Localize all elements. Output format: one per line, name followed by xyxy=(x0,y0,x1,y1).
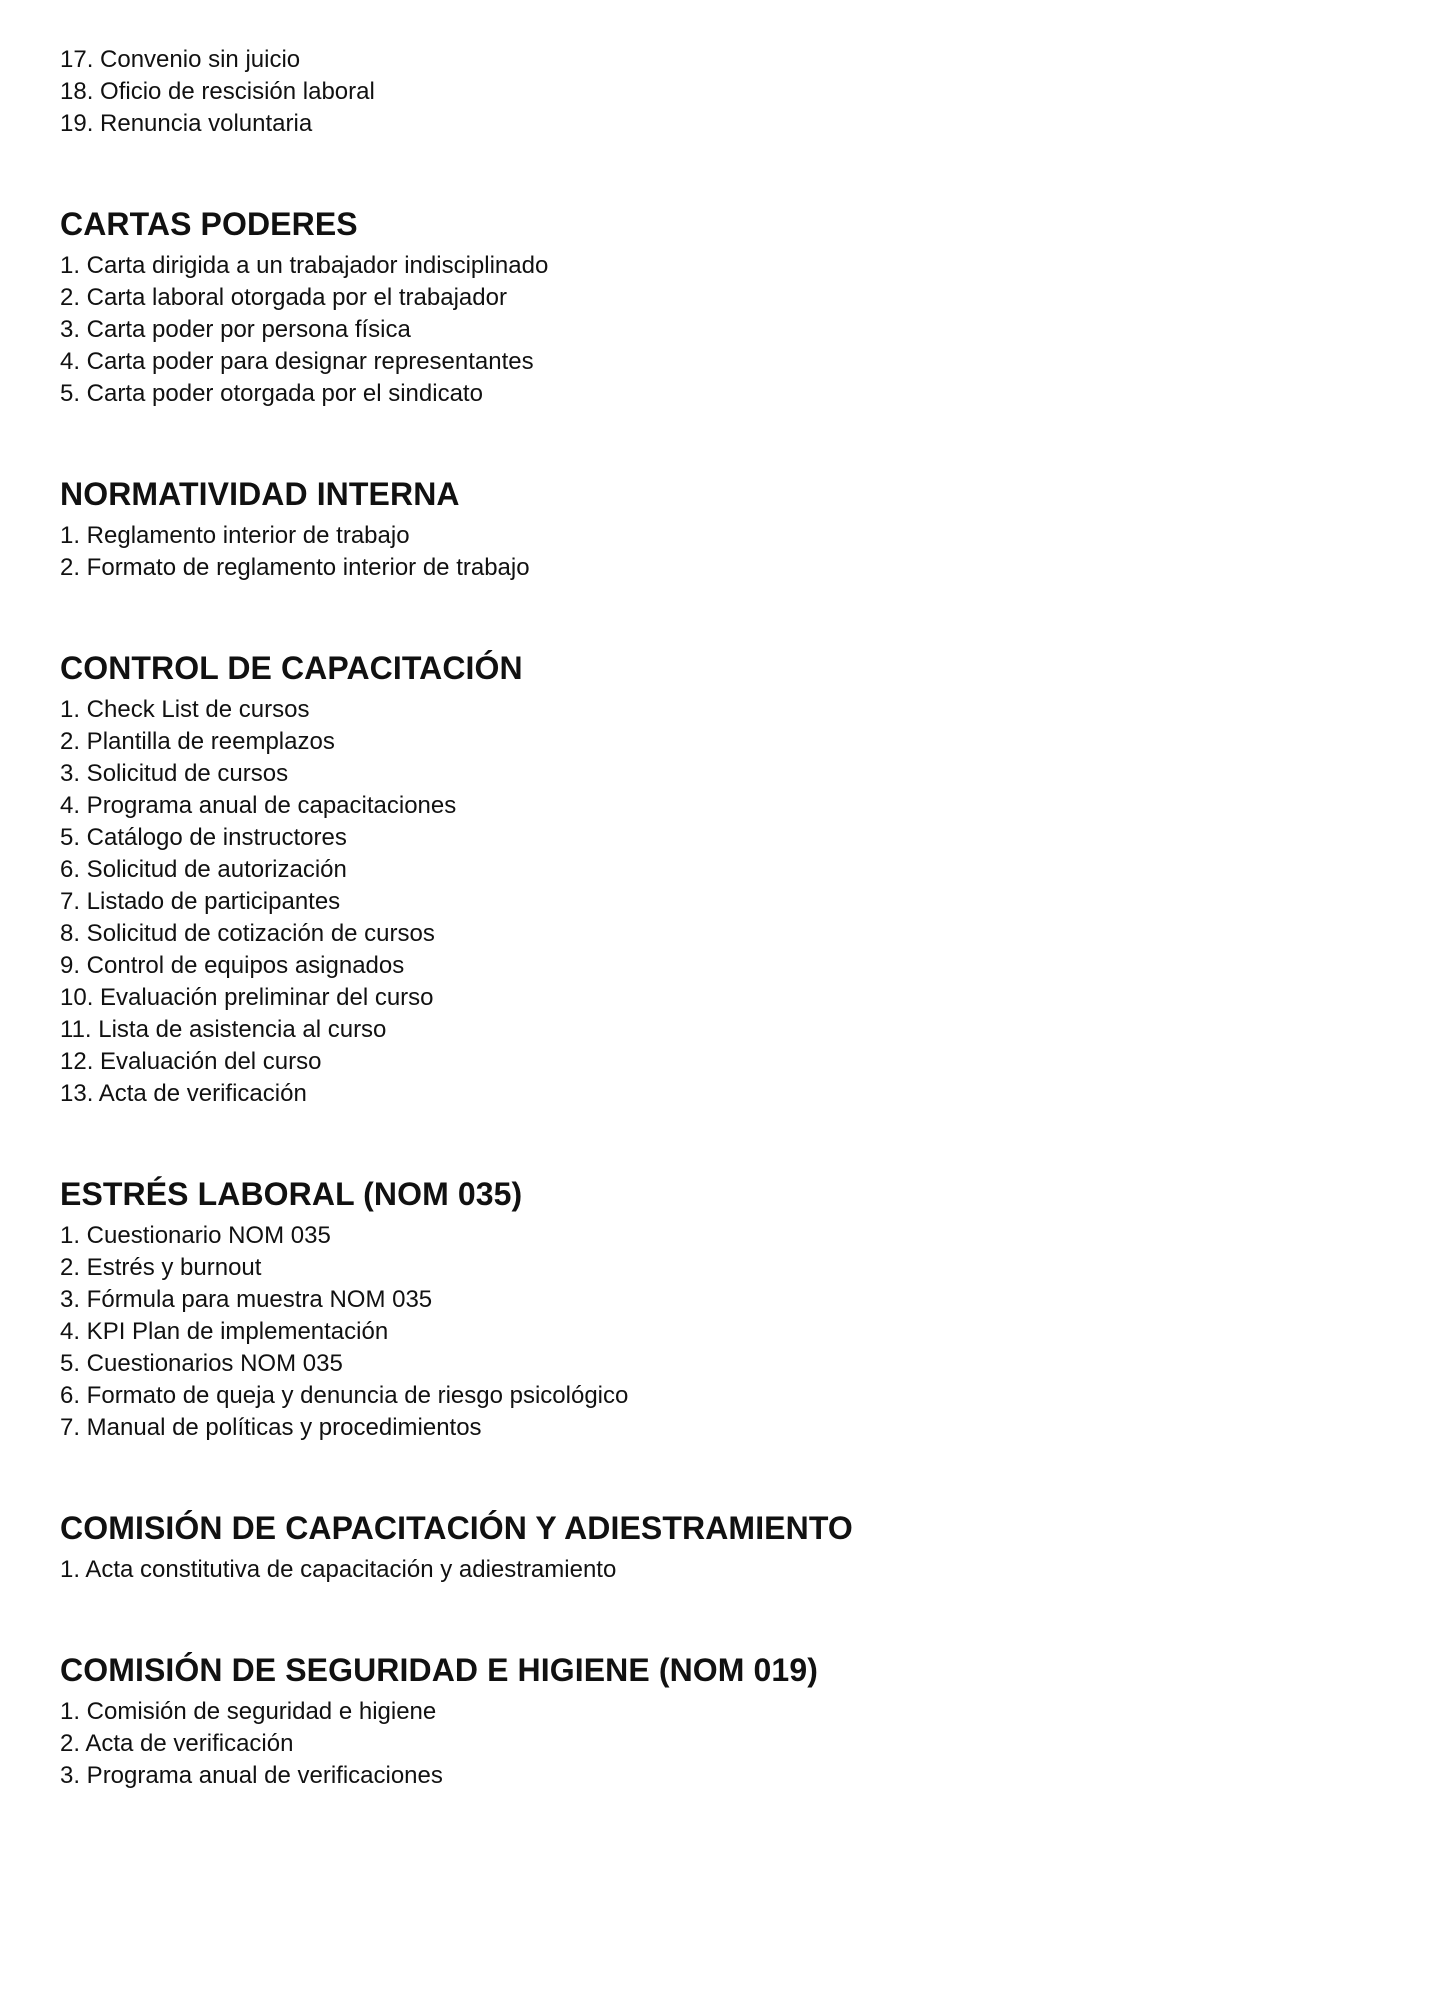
intro-list xyxy=(60,44,1380,140)
section-comision-seguridad-higiene xyxy=(60,1650,1380,1792)
list-item: 5. Carta poder otorgada por el sindicato xyxy=(60,380,483,407)
list-item: 11. Lista de asistencia al curso xyxy=(60,1016,387,1043)
section-cartas-poderes xyxy=(60,204,1380,410)
list-item: 7. Manual de políticas y procedimientos xyxy=(60,1414,482,1441)
section-comision-capacitacion xyxy=(60,1508,1380,1586)
list-item: 12. Evaluación del curso xyxy=(60,1048,322,1075)
section-list xyxy=(60,694,1380,1110)
section-list xyxy=(60,1554,1380,1586)
list-item: 17. Convenio sin juicio xyxy=(60,46,301,73)
list-item: 1. Comisión de seguridad e higiene xyxy=(60,1698,437,1725)
section-title: COMISIÓN DE CAPACITACIÓN Y ADIESTRAMIENTO xyxy=(60,1510,853,1546)
section-control-de-capacitacion xyxy=(60,648,1380,1110)
list-item: 4. Programa anual de capacitaciones xyxy=(60,792,457,819)
list-item: 4. KPI Plan de implementación xyxy=(60,1318,389,1345)
list-item: 2. Plantilla de reemplazos xyxy=(60,728,335,755)
list-item: 4. Carta poder para designar representantes xyxy=(60,348,534,375)
list-item: 3. Carta poder por persona física xyxy=(60,316,411,343)
list-item: 2. Formato de reglamento interior de trabajo xyxy=(60,554,530,581)
section-title: CARTAS PODERES xyxy=(60,206,358,242)
list-item: 10. Evaluación preliminar del curso xyxy=(60,984,434,1011)
section-list xyxy=(60,250,1380,410)
list-item: 19. Renuncia voluntaria xyxy=(60,110,313,137)
section-title: CONTROL DE CAPACITACIÓN xyxy=(60,650,523,686)
list-item: 8. Solicitud de cotización de cursos xyxy=(60,920,435,947)
list-item: 3. Programa anual de verificaciones xyxy=(60,1762,443,1789)
list-item: 13. Acta de verificación xyxy=(60,1080,307,1107)
list-item: 9. Control de equipos asignados xyxy=(60,952,405,979)
list-item: 5. Catálogo de instructores xyxy=(60,824,347,851)
section-title: ESTRÉS LABORAL (NOM 035) xyxy=(60,1176,523,1212)
section-title: NORMATIVIDAD INTERNA xyxy=(60,476,460,512)
section-list xyxy=(60,520,1380,584)
list-item: 2. Estrés y burnout xyxy=(60,1254,262,1281)
list-item: 18. Oficio de rescisión laboral xyxy=(60,78,375,105)
list-item: 3. Fórmula para muestra NOM 035 xyxy=(60,1286,433,1313)
list-item: 1. Acta constitutiva de capacitación y adiestramiento xyxy=(60,1556,617,1583)
section-normatividad-interna xyxy=(60,474,1380,584)
list-item: 2. Acta de verificación xyxy=(60,1730,294,1757)
list-item: 6. Solicitud de autorización xyxy=(60,856,347,883)
list-item: 1. Reglamento interior de trabajo xyxy=(60,522,410,549)
list-item: 5. Cuestionarios NOM 035 xyxy=(60,1350,343,1377)
list-item: 1. Carta dirigida a un trabajador indisciplinado xyxy=(60,252,549,279)
list-item: 2. Carta laboral otorgada por el trabajador xyxy=(60,284,507,311)
list-item: 3. Solicitud de cursos xyxy=(60,760,289,787)
list-item: 1. Check List de cursos xyxy=(60,696,310,723)
section-list xyxy=(60,1696,1380,1792)
document-page xyxy=(60,44,1380,1792)
list-item: 6. Formato de queja y denuncia de riesgo psicológico xyxy=(60,1382,629,1409)
list-item: 1. Cuestionario NOM 035 xyxy=(60,1222,331,1249)
section-list xyxy=(60,1220,1380,1444)
section-estres-laboral xyxy=(60,1174,1380,1444)
section-title: COMISIÓN DE SEGURIDAD E HIGIENE (NOM 019) xyxy=(60,1652,818,1688)
list-item: 7. Listado de participantes xyxy=(60,888,341,915)
